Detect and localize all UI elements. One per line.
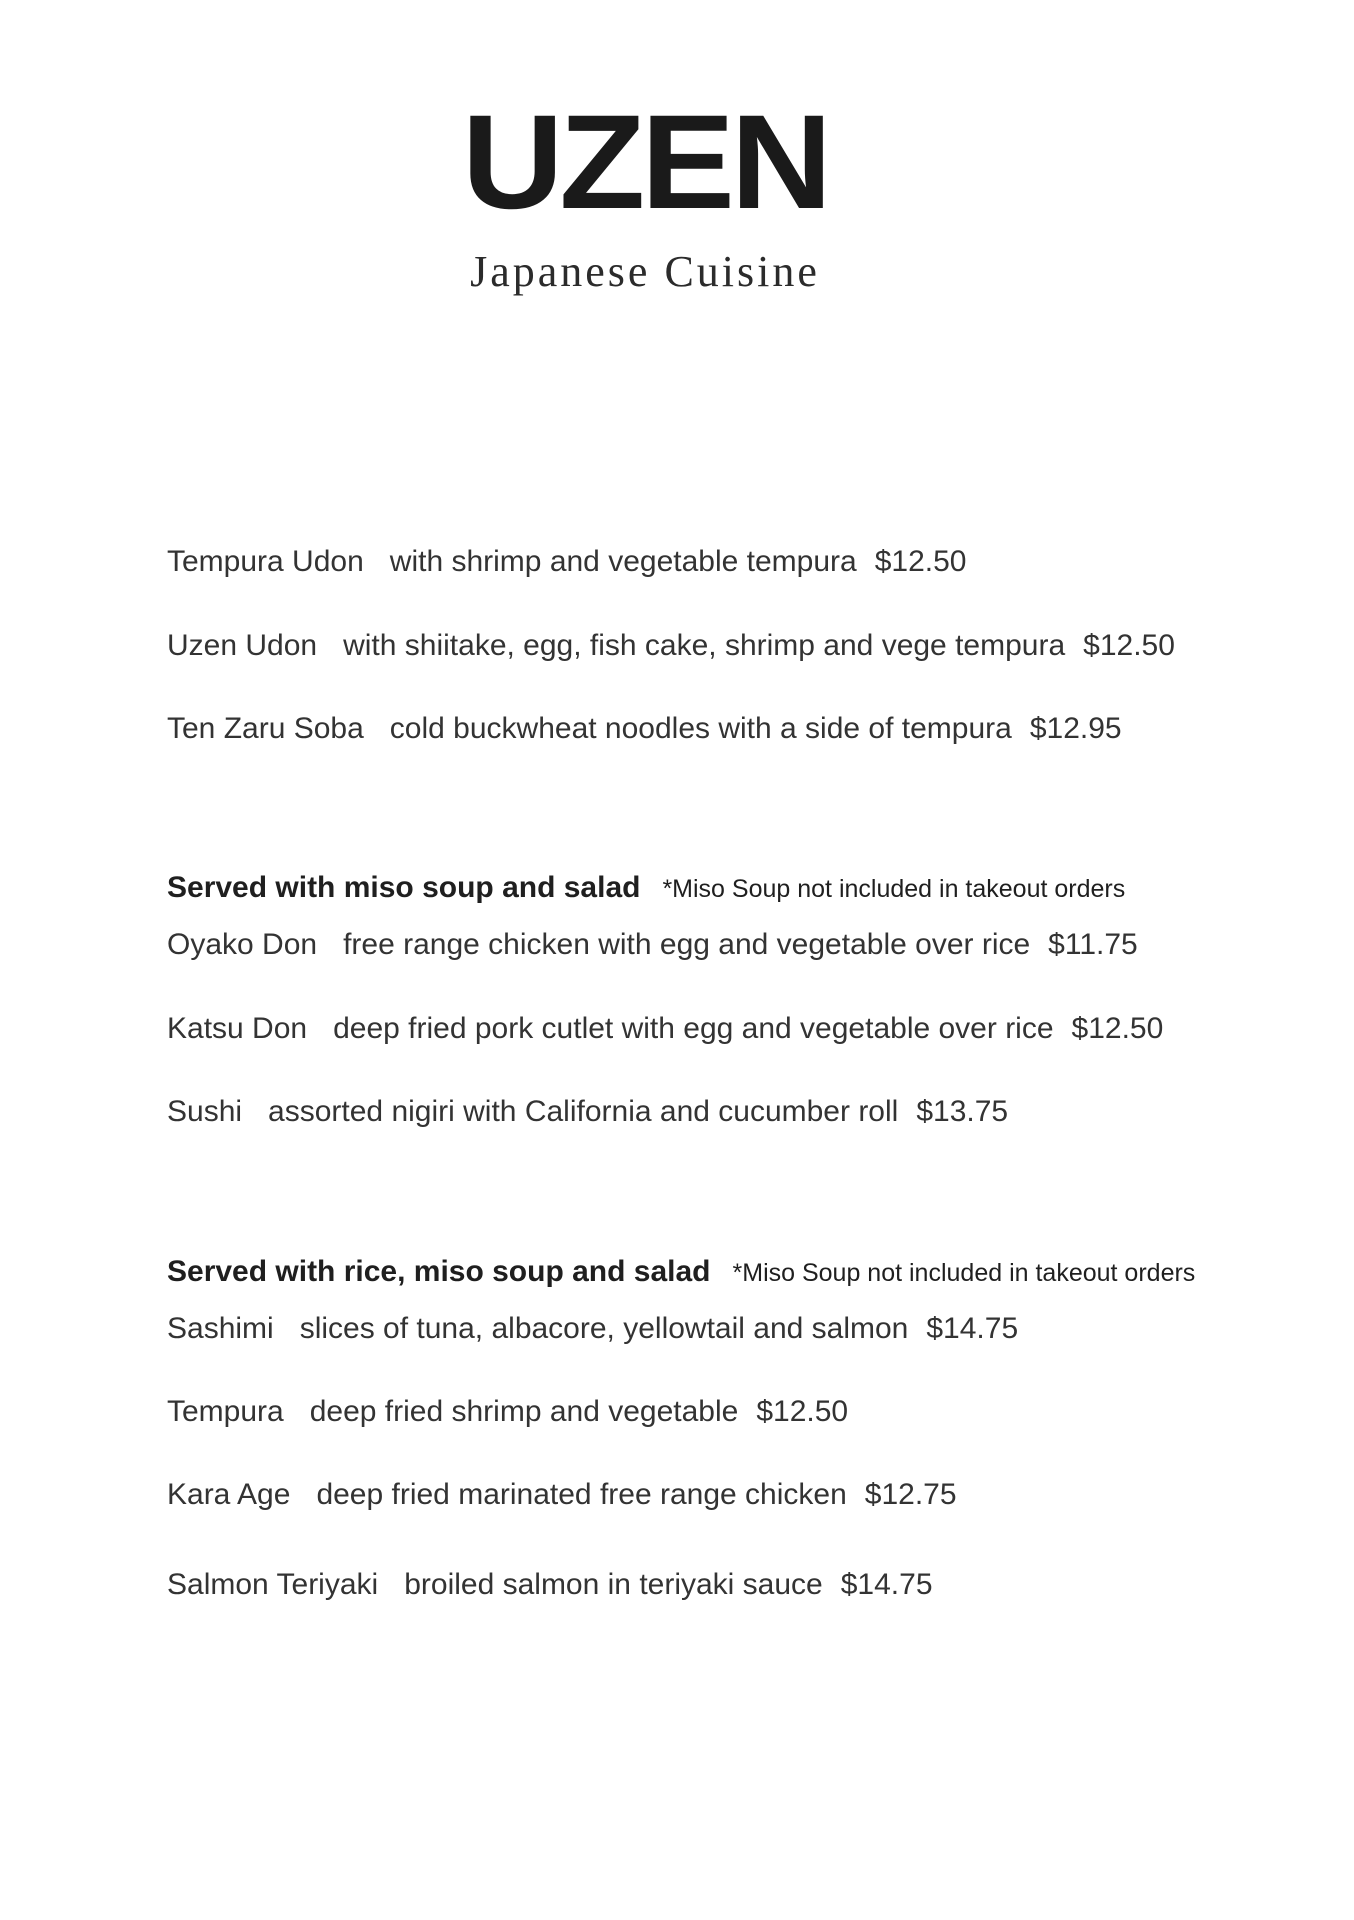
item-description: slices of tuna, albacore, yellowtail and salmon bbox=[299, 1312, 909, 1345]
item-name: Sushi bbox=[167, 1095, 243, 1128]
item-name: Sashimi bbox=[167, 1312, 274, 1345]
item-price: $14.75 bbox=[840, 1568, 933, 1601]
restaurant-tagline: Japanese Cuisine bbox=[470, 247, 820, 296]
item-name: Salmon Teriyaki bbox=[167, 1568, 379, 1601]
section-note: *Miso Soup not included in takeout orders bbox=[662, 875, 1126, 903]
menu-item bbox=[167, 631, 1175, 661]
item-price: $11.75 bbox=[1048, 928, 1138, 961]
item-description: cold buckwheat noodles with a side of tempura bbox=[389, 712, 1012, 745]
menu-item bbox=[167, 1014, 1163, 1044]
item-price: $12.50 bbox=[874, 545, 967, 578]
menu-item bbox=[167, 714, 1122, 744]
section-title: Served with miso soup and salad bbox=[167, 871, 641, 904]
menu-item bbox=[167, 1480, 957, 1510]
item-description: deep fried marinated free range chicken bbox=[316, 1478, 847, 1511]
section-heading bbox=[167, 873, 1125, 903]
item-description: with shrimp and vegetable tempura bbox=[389, 545, 857, 578]
item-name: Katsu Don bbox=[167, 1012, 308, 1045]
item-name: Tempura bbox=[167, 1395, 284, 1428]
item-price: $13.75 bbox=[916, 1095, 1009, 1128]
menu-item bbox=[167, 1097, 1008, 1127]
section-heading bbox=[167, 1257, 1195, 1287]
item-price: $12.50 bbox=[1083, 629, 1175, 662]
item-description: deep fried pork cutlet with egg and vegetable over rice bbox=[333, 1012, 1054, 1045]
item-price: $12.50 bbox=[1071, 1012, 1164, 1045]
menu-item bbox=[167, 1314, 1018, 1344]
restaurant-logo: UZEN bbox=[461, 88, 829, 237]
item-name: Kara Age bbox=[167, 1478, 291, 1511]
item-description: with shiitake, egg, fish cake, shrimp and vege tempura bbox=[343, 629, 1066, 662]
item-name: Ten Zaru Soba bbox=[167, 712, 364, 745]
menu-item bbox=[167, 547, 966, 577]
item-name: Tempura Udon bbox=[167, 545, 364, 578]
item-description: free range chicken with egg and vegetable over rice bbox=[343, 928, 1031, 961]
section-title: Served with rice, miso soup and salad bbox=[167, 1255, 711, 1288]
menu-item bbox=[167, 1397, 848, 1427]
item-description: broiled salmon in teriyaki sauce bbox=[404, 1568, 823, 1601]
item-description: deep fried shrimp and vegetable bbox=[309, 1395, 739, 1428]
item-name: Oyako Don bbox=[167, 928, 318, 961]
item-price: $12.75 bbox=[864, 1478, 957, 1511]
section-note: *Miso Soup not included in takeout orders bbox=[732, 1259, 1196, 1287]
item-price: $12.50 bbox=[756, 1395, 849, 1428]
item-price: $14.75 bbox=[926, 1312, 1019, 1345]
item-price: $12.95 bbox=[1029, 712, 1122, 745]
menu-item bbox=[167, 1570, 933, 1600]
item-name: Uzen Udon bbox=[167, 629, 318, 662]
item-description: assorted nigiri with California and cucumber roll bbox=[268, 1095, 899, 1128]
menu-item bbox=[167, 930, 1138, 960]
